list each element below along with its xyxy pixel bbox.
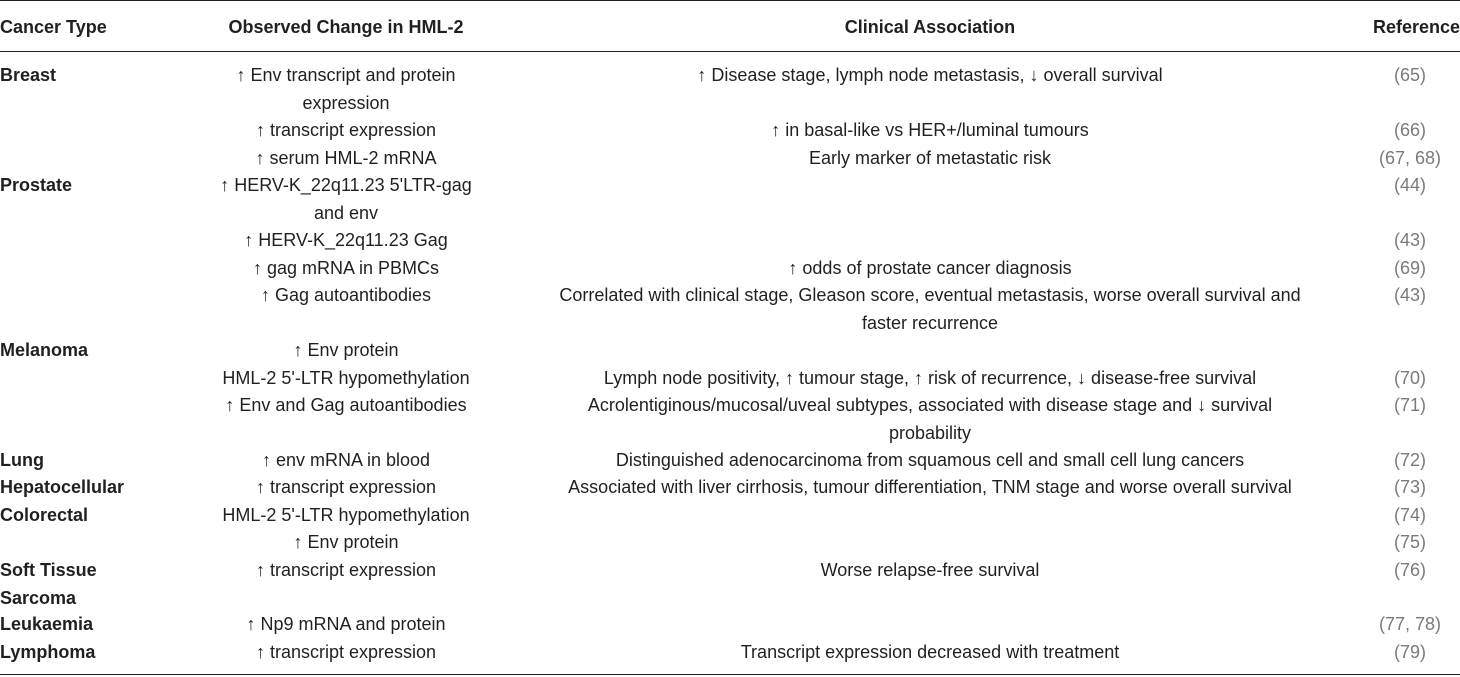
cell-clinical-association: Lymph node positivity, ↑ tumour stage, ↑ risk of recurrence, ↓ disease-free survival (603, 368, 1257, 388)
header-reference: Reference (1372, 17, 1460, 37)
cell-clinical-association: Acrolentiginous/mucosal/uveal subtypes, associated with disease stage and ↓ survival (587, 395, 1273, 415)
cell-observed-change: ↑ gag mRNA in PBMCs (252, 258, 440, 278)
cell-reference: (77, 78) (1378, 614, 1442, 634)
cell-clinical-association: Early marker of metastatic risk (808, 148, 1052, 168)
header-cancer-type: Cancer Type (0, 17, 107, 37)
cell-observed-change: ↑ transcript expression (255, 120, 437, 140)
cell-observed-change: HML-2 5'-LTR hypomethylation (222, 368, 470, 388)
cell-reference: (76) (1393, 560, 1426, 580)
cell-reference: (79) (1393, 642, 1426, 662)
cell-reference: (72) (1393, 450, 1426, 470)
cell-cancer-type: Lung (0, 450, 44, 470)
cell-clinical-association: Distinguished adenocarcinoma from squamous cell and small cell lung cancers (615, 450, 1245, 470)
cell-clinical-association-cont: faster recurrence (861, 312, 999, 333)
cell-reference: (44) (1393, 175, 1426, 195)
cell-cancer-type: Leukaemia (0, 614, 94, 634)
header-clinical-association: Clinical Association (844, 17, 1016, 37)
cell-observed-change: ↑ transcript expression (255, 560, 437, 580)
cell-reference: (67, 68) (1378, 148, 1442, 168)
cell-observed-change: ↑ HERV-K_22q11.23 Gag (244, 230, 448, 250)
cell-reference: (73) (1393, 477, 1426, 497)
cell-clinical-association: ↑ in basal-like vs HER+/luminal tumours (771, 120, 1089, 140)
cell-clinical-association-cont: probability (888, 422, 972, 443)
cell-observed-change: ↑ Env transcript and protein (236, 65, 456, 85)
cell-cancer-type: Colorectal (0, 505, 89, 525)
cell-observed-change: ↑ Gag autoantibodies (260, 285, 432, 305)
cell-clinical-association: ↑ Disease stage, lymph node metastasis, ↓ overall survival (697, 65, 1163, 85)
cell-clinical-association: Associated with liver cirrhosis, tumour differentiation, TNM stage and worse overall survival (568, 477, 1292, 497)
cell-cancer-type: Prostate (0, 175, 73, 195)
header-observed-change: Observed Change in HML-2 (228, 17, 464, 37)
cell-observed-change: ↑ Env protein (293, 340, 399, 360)
cell-reference: (71) (1393, 395, 1426, 415)
cell-reference: (43) (1393, 230, 1426, 250)
cell-observed-change: ↑ Env protein (293, 532, 399, 552)
cell-observed-change: ↑ Np9 mRNA and protein (246, 614, 446, 634)
cell-observed-change: ↑ HERV-K_22q11.23 5'LTR-gag (220, 175, 472, 195)
cell-reference: (65) (1393, 65, 1426, 85)
cell-cancer-type-cont: Sarcoma (0, 587, 77, 608)
cell-reference: (69) (1393, 258, 1426, 278)
cell-cancer-type: Hepatocellular (0, 477, 125, 497)
header-rule (0, 51, 1460, 52)
cell-observed-change: ↑ env mRNA in blood (261, 450, 431, 470)
cell-observed-change: ↑ transcript expression (255, 477, 437, 497)
cell-reference: (66) (1393, 120, 1426, 140)
bottom-rule (0, 674, 1460, 675)
cell-cancer-type: Melanoma (0, 340, 89, 360)
cell-observed-change-cont: and env (313, 202, 379, 223)
cell-clinical-association: ↑ odds of prostate cancer diagnosis (788, 258, 1072, 278)
cell-cancer-type: Breast (0, 65, 57, 85)
cell-observed-change: ↑ Env and Gag autoantibodies (225, 395, 467, 415)
cell-clinical-association: Correlated with clinical stage, Gleason score, eventual metastasis, worse overall survival and (559, 285, 1301, 305)
cell-reference: (43) (1393, 285, 1426, 305)
cell-clinical-association: Worse relapse-free survival (820, 560, 1040, 580)
cell-reference: (75) (1393, 532, 1426, 552)
cell-cancer-type: Soft Tissue (0, 560, 97, 580)
cell-reference: (70) (1393, 368, 1426, 388)
cell-observed-change: ↑ serum HML-2 mRNA (255, 148, 437, 168)
cell-reference: (74) (1393, 505, 1426, 525)
cell-observed-change: ↑ transcript expression (255, 642, 437, 662)
cell-observed-change: HML-2 5'-LTR hypomethylation (222, 505, 470, 525)
top-rule (0, 0, 1460, 1)
cell-observed-change-cont: expression (302, 92, 390, 113)
cell-clinical-association: Transcript expression decreased with treatment (740, 642, 1120, 662)
cell-cancer-type: Lymphoma (0, 642, 96, 662)
